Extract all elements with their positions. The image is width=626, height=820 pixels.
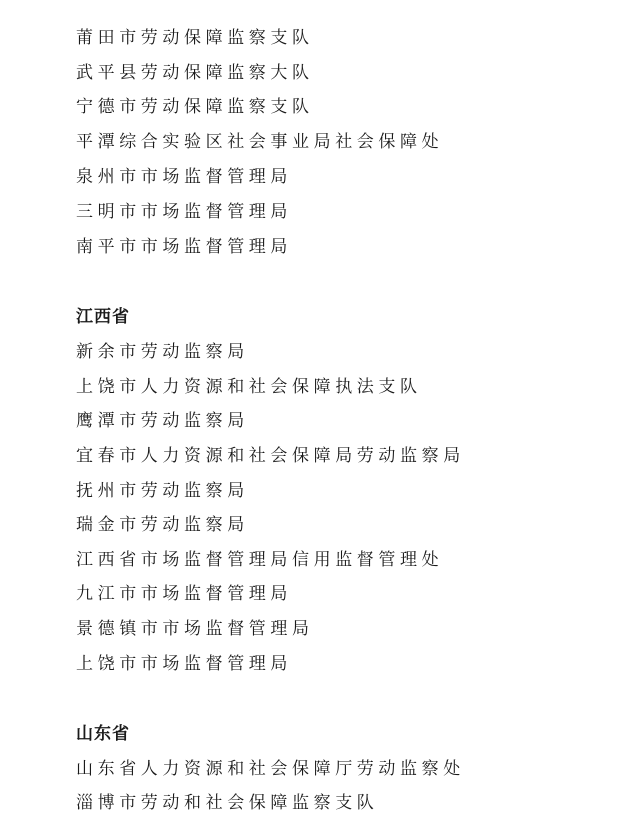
list-item: 南平市市场监督管理局: [76, 237, 292, 257]
list-item: 新余市劳动监察局: [76, 342, 249, 362]
list-item: 武平县劳动保障监察大队: [76, 63, 314, 83]
section-heading-shandong: 山东省: [76, 724, 130, 744]
list-item: 山东省人力资源和社会保障厅劳动监察处: [76, 759, 465, 779]
list-item: 上饶市人力资源和社会保障执法支队: [76, 377, 422, 397]
list-item: 九江市市场监督管理局: [76, 584, 292, 604]
list-item: 瑞金市劳动监察局: [76, 515, 249, 535]
list-item: 鹰潭市劳动监察局: [76, 411, 249, 431]
list-item: 莆田市劳动保障监察支队: [76, 28, 314, 48]
list-item: 景德镇市市场监督管理局: [76, 619, 314, 639]
list-item: 平潭综合实验区社会事业局社会保障处: [76, 132, 444, 152]
list-item: 宜春市人力资源和社会保障局劳动监察局: [76, 446, 465, 466]
list-item: 上饶市市场监督管理局: [76, 654, 292, 674]
list-item: 江西省市场监督管理局信用监督管理处: [76, 550, 444, 570]
list-item: 泉州市市场监督管理局: [76, 167, 292, 187]
list-item: 宁德市劳动保障监察支队: [76, 97, 314, 117]
list-item: 三明市市场监督管理局: [76, 202, 292, 222]
list-item: 淄博市劳动和社会保障监察支队: [76, 793, 379, 813]
section-heading-jiangxi: 江西省: [76, 307, 130, 327]
list-item: 抚州市劳动监察局: [76, 481, 249, 501]
